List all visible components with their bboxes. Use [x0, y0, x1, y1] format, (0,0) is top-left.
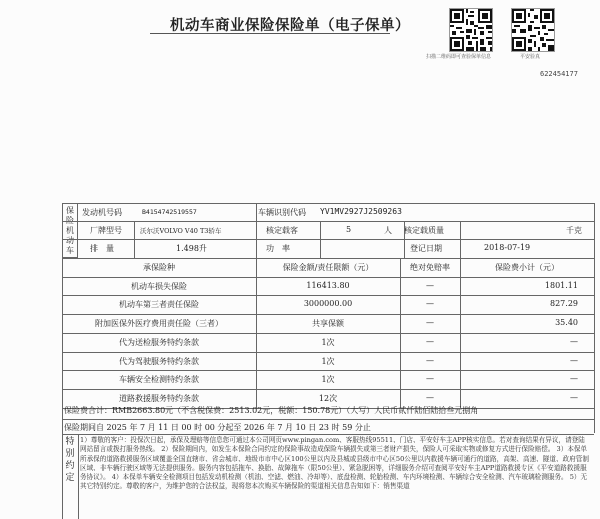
seats-unit: 人 [384, 226, 392, 235]
coverage-cell-premium: — [570, 356, 578, 365]
col-divider [256, 203, 257, 258]
row-divider [62, 419, 594, 420]
row-divider [62, 389, 594, 390]
policy-number: 622454177 [540, 70, 578, 78]
qr-caption-verify: 扫描二维码即可查验保单信息 [426, 54, 492, 60]
special-terms-text: 特别约定 [65, 437, 75, 483]
coverage-cell-deductible: — [426, 374, 434, 383]
col-divider [78, 434, 79, 519]
power-label: 功 率 [266, 244, 290, 253]
model-label: 厂牌型号 [90, 226, 122, 235]
coverage-cell-name: 车辆安全检测特约条款 [119, 375, 199, 384]
coverage-cell-premium: 827.29 [550, 299, 578, 308]
coverage-header-cell: 绝对免赔率 [410, 263, 450, 272]
vehicle-section-label [62, 203, 78, 258]
coverage-header-cell: 保险金额/责任限额（元） [282, 263, 374, 272]
coverage-cell-deductible: — [426, 393, 434, 402]
policy-period: 保险期间自 2025 年 7 月 11 日 00 时 00 分起至 2026 年 7 月 10 日 23 时 59 分止 [64, 423, 371, 432]
row-divider [62, 333, 594, 334]
col-divider [460, 258, 461, 408]
mass-label: 核定载质量 [404, 226, 444, 235]
col-divider [460, 221, 461, 258]
coverage-header-cell: 保险费小计（元） [495, 263, 559, 272]
model-value: 沃尔沃VOLVO V40 T3轿车 [140, 227, 222, 235]
table-border-top [62, 203, 594, 204]
row-divider [62, 370, 594, 371]
row-divider [62, 434, 594, 435]
coverage-cell-amount: 共享保额 [312, 319, 344, 328]
special-terms-label [62, 436, 78, 484]
coverage-cell-premium: 1801.11 [544, 281, 578, 290]
row-divider [62, 314, 594, 315]
coverage-cell-name: 机动车损失保险 [131, 282, 187, 291]
coverage-cell-amount: 1次 [321, 338, 335, 347]
coverage-cell-amount: 12次 [318, 394, 338, 403]
coverage-cell-deductible: — [426, 337, 434, 346]
col-divider [400, 258, 401, 408]
seats-label: 核定载客 [266, 226, 298, 235]
displacement-value: 1.498升 [176, 244, 207, 253]
coverage-cell-name: 附加医保外医疗费用责任险（三者） [95, 319, 223, 328]
coverage-cell-amount: 1次 [321, 357, 335, 366]
coverage-cell-deductible: — [426, 318, 434, 327]
coverage-cell-premium: — [570, 393, 578, 402]
coverage-cell-name: 道路救援服务特约条款 [119, 394, 199, 403]
row-divider [62, 277, 594, 278]
coverage-cell-amount: 3000000.00 [303, 299, 353, 308]
col-divider [404, 221, 405, 258]
reg-label: 登记日期 [410, 244, 442, 253]
coverage-cell-name: 机动车第三者责任保险 [119, 300, 199, 309]
row-divider [62, 295, 594, 296]
coverage-cell-deductible: — [426, 281, 434, 290]
displacement-label: 排 量 [90, 244, 114, 253]
row-divider [62, 221, 594, 222]
table-border-right [594, 203, 595, 433]
engine-value: B4154742519557 [142, 208, 197, 216]
qr-caption-authentic: 平安验真 [520, 54, 541, 60]
row-divider [62, 239, 594, 240]
vin-label: 车辆识别代码 [258, 208, 306, 217]
row-divider [62, 352, 594, 353]
col-divider [256, 258, 257, 408]
verification-qr-code-image[interactable] [449, 8, 493, 52]
special-terms-body: 1）尊敬的客户：投保次日起，承保及理赔等信息您可通过本公司网页www.pingan.com、客服热线95511、门店、平安好车主APP核实信息。若对查询结果有异议，请登陆网站留言或拨打服务热线。 2）保险期间内，如发生本保险合同约定的保险事故造成保险车辆损失或第三者财产损失，保险人可采取实物或修复方式进行保险赔偿。 3）本保单所承保的道路救援服务区域覆盖全国直辖市、省会城市、地级市市中心区100公里以内及县城或县级市中心区50公里以内救援车辆可通行的道路，高架、高速、隧道、政府管制区域、非车辆行驶区域等无法提供服务。服务内容包括拖车、换胎、故障拖车（限50公里）、紧急脱困等，详细服务介绍可查阅平安好车主APP道路救援专区《平安道路救援服务协议》。 4）本保单车辆安全检测项目包括发动机检测（机油、空滤、燃油、冷却等）、底盘检测、轮胎检测、车内环境检测、车辆综合安全检测、汽车玻璃检测服务。 5）无其它特别约定。尊敬的客户，为维护您的合法权益，现将您本次购买车辆保险的渠道相关信息告知如下：销售渠道 [80, 436, 589, 491]
coverage-cell-name: 代为送检服务特约条款 [119, 338, 199, 347]
vehicle-section-text: 保险机动车 [66, 206, 74, 255]
coverage-cell-deductible: — [426, 356, 434, 365]
seats-value: 5 [346, 225, 352, 234]
coverage-header-cell: 承保险种 [143, 263, 175, 272]
title-underline [150, 33, 390, 34]
engine-label: 发动机号码 [82, 208, 122, 217]
coverage-cell-premium: — [570, 374, 578, 383]
qr-code-icon [512, 9, 554, 51]
coverage-cell-amount: 1次 [321, 375, 335, 384]
premium-total: 保险费合计：RMB2663.80元（不含税保费：2513.02元，税额：150.78元）（大写）人民币贰仟陆佰陆拾叁元捌角 [64, 406, 479, 415]
coverage-cell-deductible: — [426, 299, 434, 308]
table-border-left [62, 203, 63, 519]
col-divider [320, 221, 321, 258]
row-divider [62, 258, 594, 259]
col-divider [134, 221, 135, 258]
authenticity-qr-code-image[interactable] [511, 8, 555, 52]
reg-value: 2018-07-19 [484, 243, 531, 252]
coverage-cell-premium: — [570, 337, 578, 346]
coverage-cell-amount: 116413.80 [306, 281, 350, 290]
mass-unit: 千克 [566, 226, 582, 235]
coverage-cell-name: 代为驾驶服务特约条款 [119, 357, 199, 366]
vin-value: YV1MV2927J2509263 [320, 207, 402, 216]
page-title: 机动车商业保险保险单（电子保单） [170, 18, 410, 34]
qr-code-icon [450, 9, 492, 51]
coverage-cell-premium: 35.40 [555, 318, 578, 327]
